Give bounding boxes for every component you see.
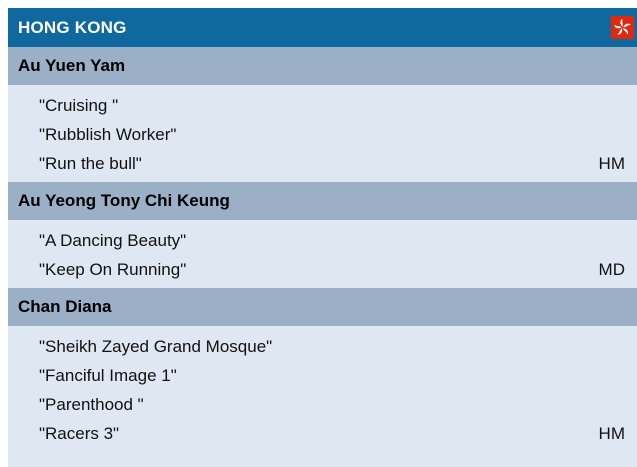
country-results-panel [8,8,637,467]
work-title: "Racers 3" [39,423,120,443]
work-title: "Keep On Running" [39,259,187,279]
work-item [8,120,637,149]
country-title: HONG KONG [18,17,127,37]
work-item [8,361,637,390]
work-item [8,226,637,255]
work-title: "Run the bull" [39,153,142,173]
work-item [8,91,637,120]
work-title: "Fanciful Image 1" [39,365,177,385]
work-title: "Parenthood " [39,394,144,414]
award-label: HM [598,423,625,443]
work-title: "A Dancing Beauty" [39,230,187,250]
work-title: "Cruising " [39,95,119,115]
work-title: "Rubblish Worker" [39,124,177,144]
author-row: Au Yeong Tony Chi Keung [8,182,637,220]
work-item [8,255,637,284]
award-label: MD [598,259,625,279]
hong-kong-flag-icon [611,16,634,39]
work-title: "Sheikh Zayed Grand Mosque" [39,336,273,356]
work-item [8,332,637,361]
author-row: Au Yuen Yam [8,47,637,85]
works-list [8,326,637,452]
works-list [8,85,637,182]
author-row: Chan Diana [8,288,637,326]
country-header [8,8,637,47]
work-item [8,419,637,448]
award-label: HM [598,153,625,173]
works-list [8,220,637,288]
work-item [8,390,637,419]
work-item [8,149,637,178]
